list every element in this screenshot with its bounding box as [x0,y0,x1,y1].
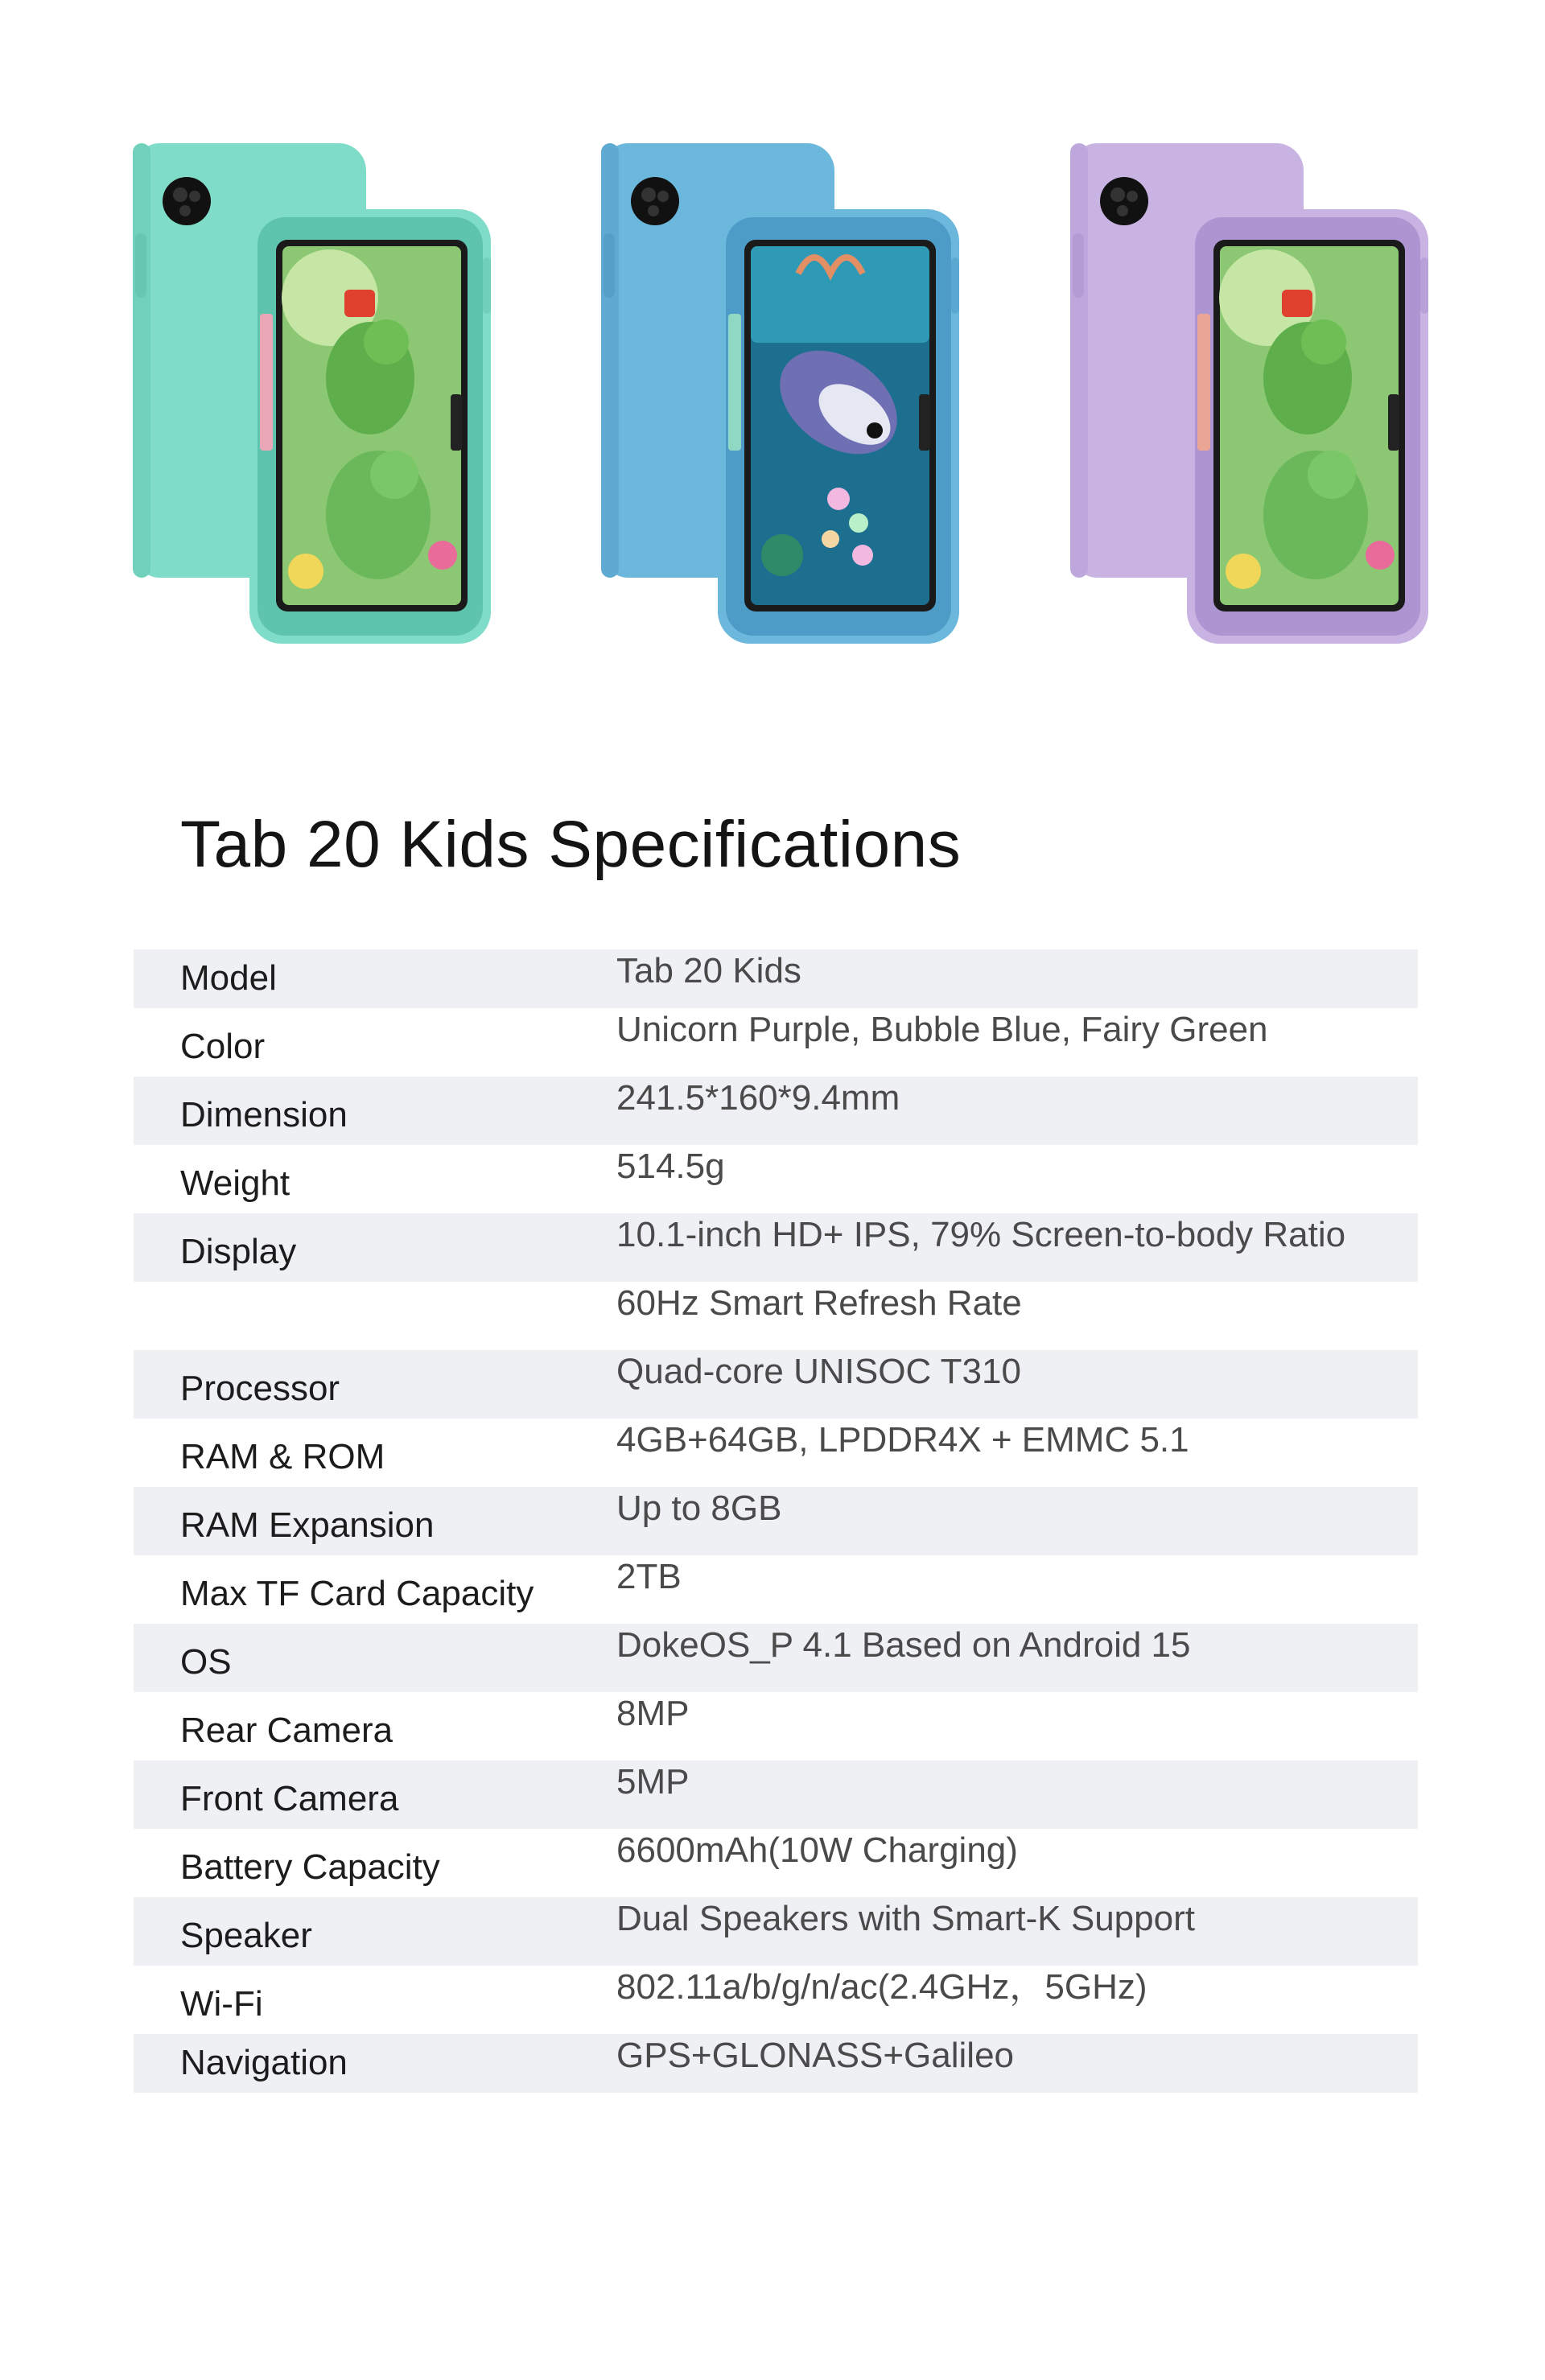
spec-label: Dimension [180,1095,348,1134]
spec-value: 241.5*160*9.4mm [616,1078,900,1118]
camera-module-icon [631,177,679,225]
spec-label: RAM Expansion [180,1505,435,1545]
table-row [134,1624,1418,1692]
table-row [134,1966,1418,2034]
spec-label: Speaker [180,1916,312,1955]
table-row [134,1487,1418,1555]
spec-value: 5MP [616,1762,690,1801]
spec-value: 8MP [616,1694,690,1733]
product-image-strip [0,0,1545,724]
table-row [134,1145,1418,1213]
spec-value: Up to 8GB [616,1489,782,1528]
tablet-stand [1197,314,1210,451]
spec-value: GPS+GLONASS+Galileo [616,2036,1015,2075]
tablet-purple-illustration [1066,137,1436,652]
table-row [134,1213,1418,1282]
camera-module-icon [163,177,211,225]
table-row [134,1350,1418,1419]
spec-label: RAM & ROM [180,1437,385,1476]
spec-label: Rear Camera [180,1711,393,1750]
table-row [134,1692,1418,1760]
table-row [134,1419,1418,1487]
tablet-blue-illustration [597,137,967,652]
spec-value: 60Hz Smart Refresh Rate [616,1283,1022,1323]
spec-label: Front Camera [180,1779,399,1818]
spec-value: 10.1-inch HD+ IPS, 79% Screen-to-body Ratio [616,1215,1346,1254]
tablet-purple-image [1066,137,1436,652]
table-row [134,1008,1418,1077]
spec-label: OS [180,1642,232,1682]
spec-value: Quad-core UNISOC T310 [616,1352,1021,1391]
spec-value: DokeOS_P 4.1 Based on Android 15 [616,1625,1191,1665]
tablet-green-illustration [129,137,499,652]
tablet-stand [260,314,273,451]
spec-value: Tab 20 Kids [616,951,801,990]
spec-value: 2TB [616,1557,682,1596]
table-row [134,1829,1418,1897]
spec-label: Weight [180,1163,290,1203]
table-row [134,1555,1418,1624]
spec-value: 6600mAh(10W Charging) [616,1830,1018,1870]
table-row [134,1760,1418,1829]
spec-label: Max TF Card Capacity [180,1574,534,1613]
table-row [134,1077,1418,1145]
table-row [134,1282,1418,1350]
spec-label: Processor [180,1369,340,1408]
page-title: Tab 20 Kids Specifications [180,808,962,881]
spec-value: Unicorn Purple, Bubble Blue, Fairy Green [616,1010,1268,1049]
tablet-green-image [129,137,499,652]
spec-value: 4GB+64GB, LPDDR4X + EMMC 5.1 [616,1420,1189,1460]
table-row [134,949,1418,1008]
spec-value: 802.11a/b/g/n/ac(2.4GHz，5GHz) [616,1967,1147,2007]
camera-module-icon [1100,177,1148,225]
spec-label: Battery Capacity [180,1847,440,1887]
table-row [134,1897,1418,1966]
tablet-stand [728,314,741,451]
spec-label: Wi-Fi [180,1984,263,2024]
spec-label: Display [180,1232,297,1271]
tablet-blue-image [597,137,967,652]
spec-value: Dual Speakers with Smart-K Support [616,1899,1195,1938]
spec-value: 514.5g [616,1147,725,1186]
table-row [134,2034,1418,2093]
spec-label: Model [180,958,277,998]
spec-label: Navigation [180,2043,348,2082]
spec-table [134,949,1418,2093]
spec-label: Color [180,1027,266,1066]
